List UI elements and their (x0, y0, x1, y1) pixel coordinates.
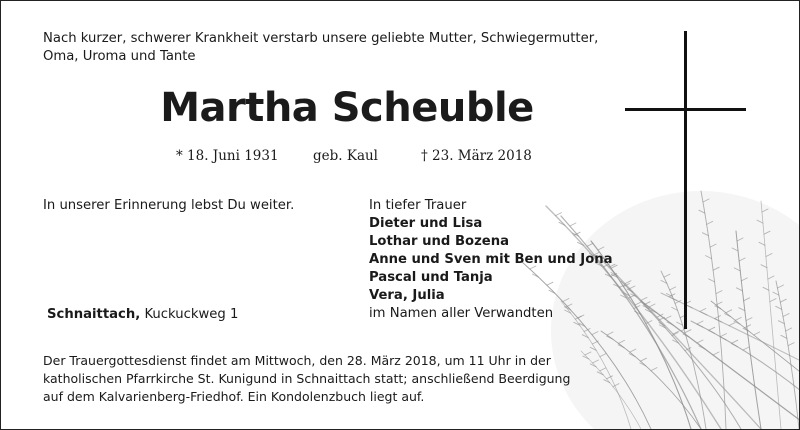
cross-vertical-beam (684, 31, 687, 329)
address (47, 306, 238, 324)
service-line: katholischen Pfarrkirche St. Kunigund in Schnaittach statt; anschließend Beerdigung (43, 371, 571, 386)
deceased-name: Martha Scheuble (160, 85, 534, 131)
intro-line: Nach kurzer, schwerer Krankheit verstarb unsere geliebte Mutter, Schwiegermutter, (43, 31, 599, 46)
mourner-name: Lothar und Bozena (369, 234, 509, 249)
address-town: Schnaittach, (47, 307, 141, 322)
service-info (43, 352, 570, 406)
memory-line: In unserer Erinnerung lebst Du weiter. (43, 198, 295, 213)
address-street: Kuckuckweg 1 (144, 307, 239, 322)
death-date: † 23. März 2018 (421, 148, 532, 164)
service-line: auf dem Kalvarienberg-Friedhof. Ein Kondolenzbuch liegt auf. (43, 389, 425, 404)
mourner-name: Pascal und Tanja (369, 270, 493, 285)
intro-text (43, 30, 598, 66)
birth-date: * 18. Juni 1931 (176, 148, 279, 164)
service-line: Der Trauergottesdienst findet am Mittwoch, den 28. März 2018, um 11 Uhr in der (43, 353, 551, 368)
mourners-block (369, 197, 613, 323)
mourner-name: Vera, Julia (369, 288, 445, 303)
intro-line: Oma, Uroma und Tante (43, 49, 196, 64)
mourners-heading: In tiefer Trauer (369, 198, 467, 213)
mourner-name: Anne und Sven mit Ben und Jona (369, 252, 613, 267)
maiden-name: geb. Kaul (313, 148, 379, 164)
mourner-name: Dieter und Lisa (369, 216, 483, 231)
mourners-closing: im Namen aller Verwandten (369, 306, 554, 321)
